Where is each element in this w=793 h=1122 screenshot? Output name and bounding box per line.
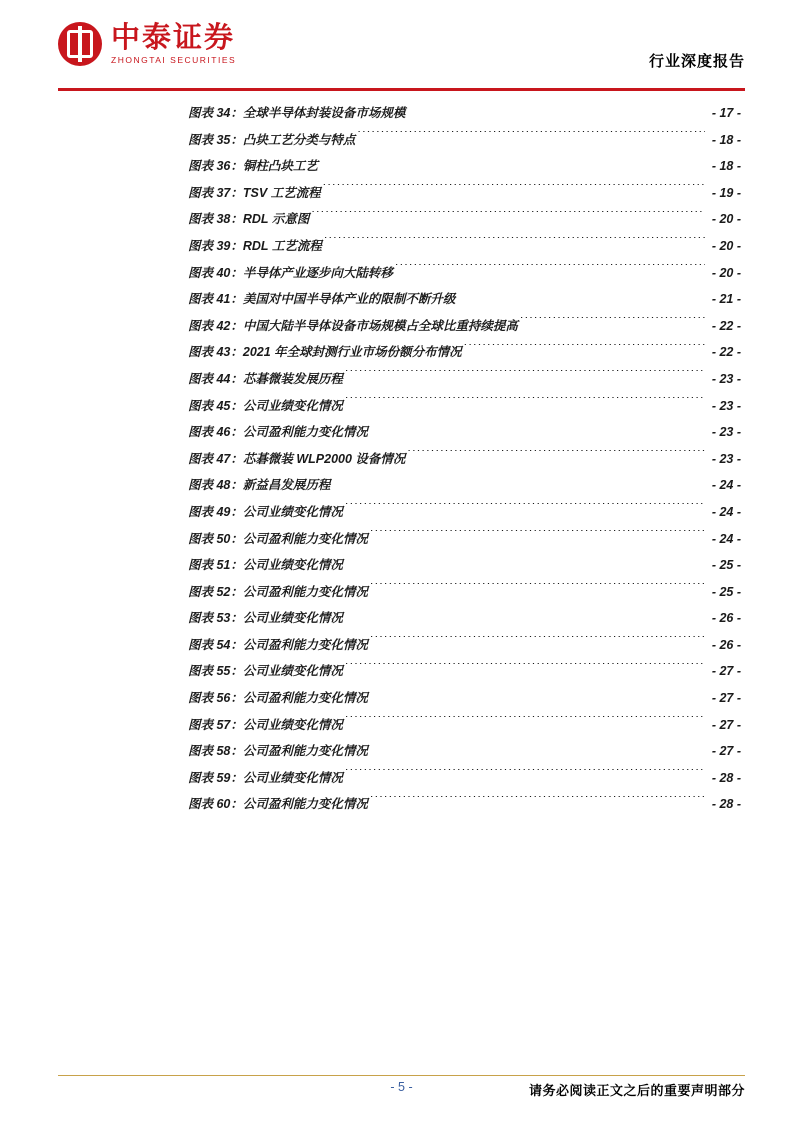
toc-entry-page: - 21 - bbox=[711, 292, 741, 307]
toc-entry-page: - 26 - bbox=[711, 611, 741, 626]
toc-entry-page: - 27 - bbox=[711, 664, 741, 679]
toc-entry-label: 图表 45：公司业绩变化情况 bbox=[188, 398, 343, 413]
toc-leader-dots bbox=[457, 291, 705, 304]
toc-entry[interactable] bbox=[188, 765, 741, 792]
company-logo bbox=[58, 22, 236, 66]
toc-entry-page: - 27 - bbox=[711, 744, 741, 759]
toc-leader-dots bbox=[345, 610, 705, 623]
table-of-contents bbox=[188, 100, 741, 818]
toc-entry[interactable] bbox=[188, 579, 741, 606]
toc-entry[interactable] bbox=[188, 233, 741, 260]
toc-leader-dots bbox=[345, 769, 705, 782]
toc-entry[interactable] bbox=[188, 313, 741, 340]
toc-entry[interactable] bbox=[188, 100, 741, 127]
toc-entry-label: 图表 41：美国对中国半导体产业的限制不断升级 bbox=[188, 292, 456, 307]
toc-entry-label: 图表 60：公司盈利能力变化情况 bbox=[188, 797, 368, 812]
toc-leader-dots bbox=[332, 477, 705, 490]
header-divider bbox=[58, 88, 745, 91]
toc-leader-dots bbox=[520, 317, 705, 330]
toc-leader-dots bbox=[345, 397, 705, 410]
toc-leader-dots bbox=[370, 583, 705, 596]
toc-leader-dots bbox=[345, 557, 705, 570]
toc-entry-label: 图表 57：公司业绩变化情况 bbox=[188, 717, 343, 732]
toc-leader-dots bbox=[370, 636, 705, 649]
toc-entry-page: - 26 - bbox=[711, 637, 741, 652]
toc-entry-label: 图表 38：RDL 示意图 bbox=[188, 212, 310, 227]
toc-entry[interactable] bbox=[188, 180, 741, 207]
toc-entry[interactable] bbox=[188, 499, 741, 526]
toc-entry[interactable] bbox=[188, 472, 741, 499]
toc-leader-dots bbox=[370, 796, 705, 809]
toc-entry-page: - 18 - bbox=[711, 132, 741, 147]
logo-text-block bbox=[111, 23, 236, 65]
toc-entry-label: 图表 34：全球半导体封装设备市场规模 bbox=[188, 106, 406, 120]
page-header bbox=[58, 22, 745, 84]
toc-entry-page: - 24 - bbox=[711, 504, 741, 519]
toc-leader-dots bbox=[370, 424, 705, 437]
toc-entry-label: 图表 36：铜柱凸块工艺 bbox=[188, 159, 318, 174]
toc-entry[interactable] bbox=[188, 127, 741, 154]
toc-entry[interactable] bbox=[188, 632, 741, 659]
toc-entry-label: 图表 44：芯碁微装发展历程 bbox=[188, 371, 343, 386]
toc-leader-dots bbox=[357, 131, 705, 144]
toc-entry-page: - 28 - bbox=[711, 770, 741, 785]
toc-entry[interactable] bbox=[188, 260, 741, 287]
toc-leader-dots bbox=[370, 743, 705, 756]
toc-leader-dots bbox=[323, 184, 705, 197]
toc-leader-dots bbox=[407, 105, 705, 118]
toc-entry[interactable] bbox=[188, 605, 741, 632]
toc-entry-label: 图表 50：公司盈利能力变化情况 bbox=[188, 531, 368, 546]
toc-leader-dots bbox=[320, 158, 705, 171]
toc-leader-dots bbox=[311, 211, 705, 224]
toc-entry[interactable] bbox=[188, 658, 741, 685]
toc-entry-label: 图表 55：公司业绩变化情况 bbox=[188, 664, 343, 679]
toc-entry[interactable] bbox=[188, 738, 741, 765]
toc-entry[interactable] bbox=[188, 791, 741, 818]
logo-chinese-name: 中泰证券 bbox=[111, 21, 236, 54]
toc-entry-label: 图表 58：公司盈利能力变化情况 bbox=[188, 744, 368, 759]
toc-entry-page: - 24 - bbox=[711, 531, 741, 546]
toc-entry-label: 图表 59：公司业绩变化情况 bbox=[188, 770, 343, 785]
toc-leader-dots bbox=[345, 716, 705, 729]
page-footer bbox=[58, 1080, 745, 1104]
toc-entry-label: 图表 49：公司业绩变化情况 bbox=[188, 504, 343, 519]
toc-entry-page: - 25 - bbox=[711, 558, 741, 573]
toc-leader-dots bbox=[345, 503, 705, 516]
toc-entry-page: - 23 - bbox=[711, 451, 741, 466]
footer-disclaimer: 请务必阅读正文之后的重要声明部分 bbox=[528, 1083, 745, 1098]
toc-leader-dots bbox=[395, 264, 705, 277]
toc-entry-page: - 24 - bbox=[711, 478, 741, 493]
toc-entry[interactable] bbox=[188, 685, 741, 712]
toc-entry[interactable] bbox=[188, 393, 741, 420]
toc-entry-page: - 17 - bbox=[711, 106, 741, 120]
toc-entry[interactable] bbox=[188, 712, 741, 739]
toc-leader-dots bbox=[370, 690, 705, 703]
toc-entry-page: - 27 - bbox=[711, 717, 741, 732]
toc-entry[interactable] bbox=[188, 339, 741, 366]
footer-page-number: - 5 - bbox=[390, 1080, 413, 1094]
toc-entry-page: - 25 - bbox=[711, 584, 741, 599]
logo-english-name: ZHONGTAI SECURITIES bbox=[111, 55, 237, 66]
toc-entry[interactable] bbox=[188, 446, 741, 473]
toc-entry[interactable] bbox=[188, 419, 741, 446]
toc-entry-label: 图表 48：新益昌发展历程 bbox=[188, 478, 331, 493]
report-type-label: 行业深度报告 bbox=[648, 53, 745, 70]
toc-leader-dots bbox=[464, 344, 705, 357]
toc-entry-label: 图表 46：公司盈利能力变化情况 bbox=[188, 425, 368, 440]
toc-leader-dots bbox=[345, 663, 705, 676]
toc-entry-label: 图表 52：公司盈利能力变化情况 bbox=[188, 584, 368, 599]
toc-entry-label: 图表 54：公司盈利能力变化情况 bbox=[188, 637, 368, 652]
toc-entry-label: 图表 43：2021 年全球封测行业市场份额分布情况 bbox=[188, 345, 462, 360]
toc-entry-page: - 20 - bbox=[711, 238, 741, 253]
toc-entry[interactable] bbox=[188, 286, 741, 313]
toc-entry-page: - 28 - bbox=[711, 797, 741, 812]
toc-leader-dots bbox=[345, 370, 705, 383]
toc-entry[interactable] bbox=[188, 206, 741, 233]
toc-entry-page: - 22 - bbox=[711, 318, 741, 333]
toc-entry-page: - 19 - bbox=[711, 185, 741, 200]
toc-entry-page: - 27 - bbox=[711, 691, 741, 706]
toc-entry-page: - 23 - bbox=[711, 398, 741, 413]
toc-entry-label: 图表 39：RDL 工艺流程 bbox=[188, 238, 322, 253]
toc-entry-label: 图表 56：公司盈利能力变化情况 bbox=[188, 691, 368, 706]
toc-entry-page: - 18 - bbox=[711, 159, 741, 174]
toc-entry-label: 图表 47：芯碁微装 WLP2000 设备情况 bbox=[188, 451, 406, 466]
toc-entry-page: - 20 - bbox=[711, 265, 741, 280]
toc-entry-label: 图表 37：TSV 工艺流程 bbox=[188, 185, 321, 200]
toc-entry-page: - 23 - bbox=[711, 425, 741, 440]
toc-entry-page: - 22 - bbox=[711, 345, 741, 360]
toc-entry[interactable] bbox=[188, 526, 741, 553]
toc-entry-label: 图表 51：公司业绩变化情况 bbox=[188, 558, 343, 573]
toc-entry-label: 图表 40：半导体产业逐步向大陆转移 bbox=[188, 265, 393, 280]
toc-entry-label: 图表 42：中国大陆半导体设备市场规模占全球比重持续提高 bbox=[188, 318, 518, 333]
toc-leader-dots bbox=[324, 237, 705, 250]
toc-entry[interactable] bbox=[188, 366, 741, 393]
toc-entry-label: 图表 53：公司业绩变化情况 bbox=[188, 611, 343, 626]
toc-entry-label: 图表 35：凸块工艺分类与特点 bbox=[188, 132, 356, 147]
toc-entry-page: - 23 - bbox=[711, 371, 741, 386]
zhongtai-logo-icon bbox=[58, 22, 102, 66]
toc-leader-dots bbox=[407, 450, 705, 463]
toc-entry[interactable] bbox=[188, 153, 741, 180]
toc-entry-page: - 20 - bbox=[711, 212, 741, 227]
toc-leader-dots bbox=[370, 530, 705, 543]
footer-divider bbox=[58, 1075, 745, 1076]
toc-entry[interactable] bbox=[188, 552, 741, 579]
